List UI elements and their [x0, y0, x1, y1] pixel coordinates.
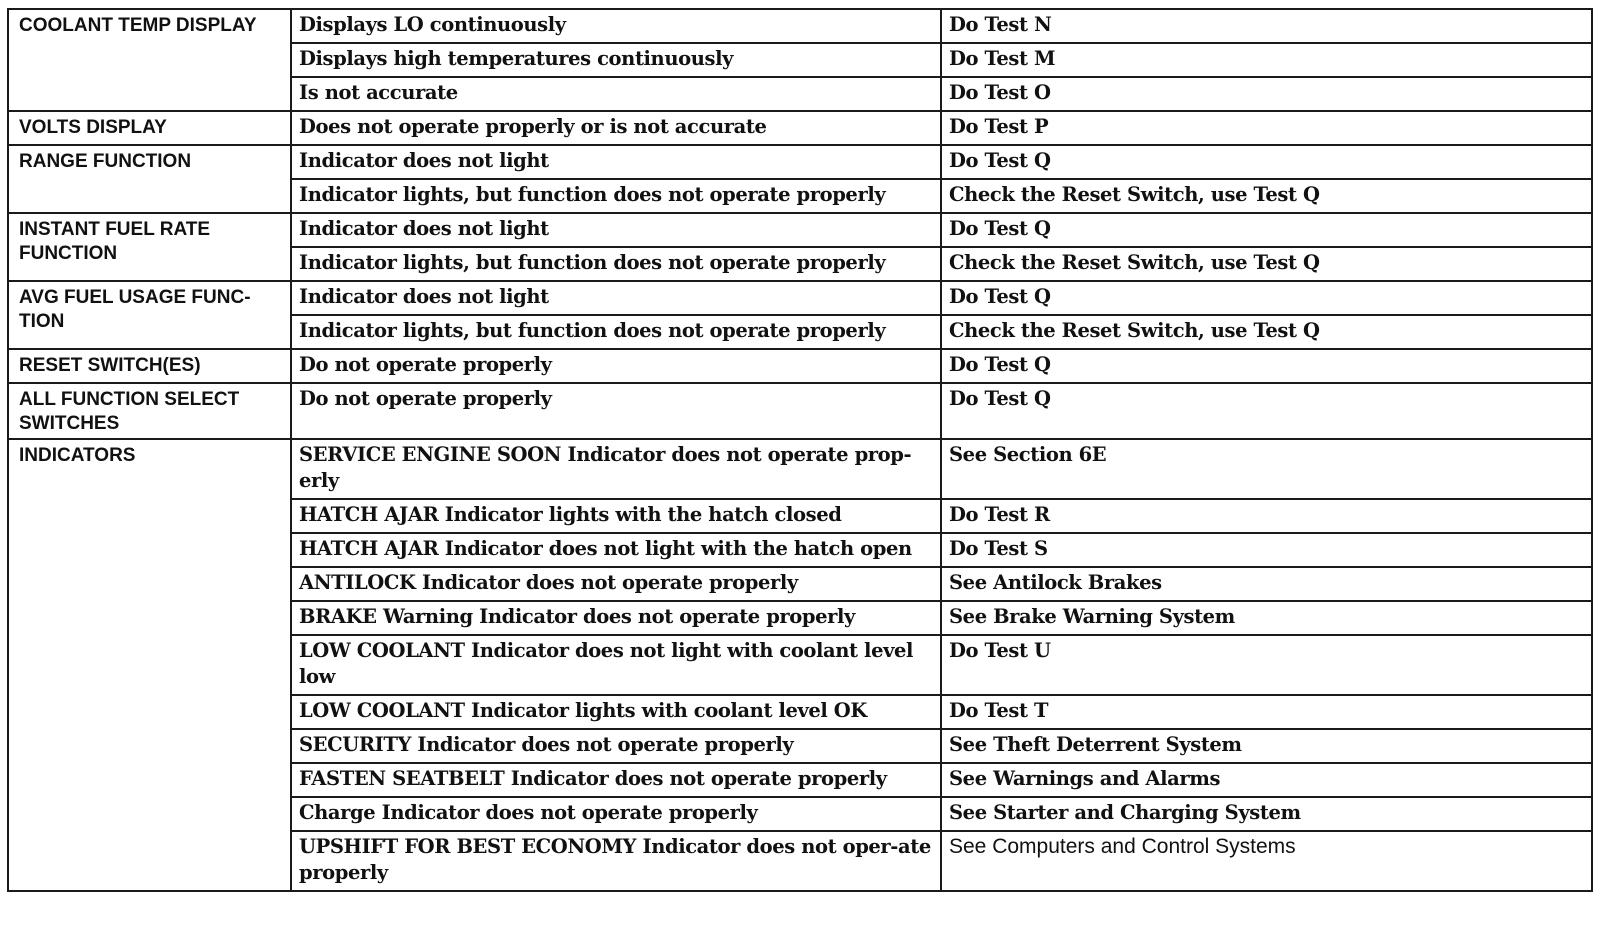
- action-cell: Do Test Q: [941, 349, 1592, 383]
- condition-cell: Charge Indicator does not operate properly: [291, 797, 941, 831]
- table-row: [8, 439, 1592, 499]
- condition-cell: FASTEN SEATBELT Indicator does not operate properly: [291, 763, 941, 797]
- system-cell: INDICATORS: [8, 439, 291, 891]
- condition-cell: Indicator does not light: [291, 213, 941, 247]
- action-cell: Do Test M: [941, 43, 1592, 77]
- system-cell: COOLANT TEMP DISPLAY: [8, 9, 291, 111]
- condition-cell: Do not operate properly: [291, 383, 941, 439]
- action-cell: Check the Reset Switch, use Test Q: [941, 179, 1592, 213]
- action-cell: Do Test Q: [941, 383, 1592, 439]
- condition-cell: HATCH AJAR Indicator lights with the hatch closed: [291, 499, 941, 533]
- condition-cell: SECURITY Indicator does not operate properly: [291, 729, 941, 763]
- action-cell: See Antilock Brakes: [941, 567, 1592, 601]
- action-cell: See Brake Warning System: [941, 601, 1592, 635]
- system-cell: INSTANT FUEL RATE FUNCTION: [8, 213, 291, 281]
- table-row: [8, 9, 1592, 43]
- action-cell: See Section 6E: [941, 439, 1592, 499]
- condition-cell: Displays LO continuously: [291, 9, 941, 43]
- system-cell: AVG FUEL USAGE FUNC-TION: [8, 281, 291, 349]
- table-row: [8, 213, 1592, 247]
- action-cell: Do Test O: [941, 77, 1592, 111]
- table-row: [8, 349, 1592, 383]
- action-cell: Check the Reset Switch, use Test Q: [941, 315, 1592, 349]
- system-cell: VOLTS DISPLAY: [8, 111, 291, 145]
- action-cell: Do Test Q: [941, 145, 1592, 179]
- action-cell: Do Test Q: [941, 213, 1592, 247]
- system-cell: RANGE FUNCTION: [8, 145, 291, 213]
- condition-cell: Displays high temperatures continuously: [291, 43, 941, 77]
- table-row: [8, 145, 1592, 179]
- action-cell: See Theft Deterrent System: [941, 729, 1592, 763]
- condition-cell: Indicator lights, but function does not operate properly: [291, 247, 941, 281]
- action-cell: See Starter and Charging System: [941, 797, 1592, 831]
- condition-cell: Does not operate properly or is not accurate: [291, 111, 941, 145]
- condition-cell: ANTILOCK Indicator does not operate properly: [291, 567, 941, 601]
- action-cell: Do Test T: [941, 695, 1592, 729]
- diagnostic-table: [7, 8, 1593, 892]
- action-cell: Do Test R: [941, 499, 1592, 533]
- action-cell: Do Test Q: [941, 281, 1592, 315]
- action-cell: See Warnings and Alarms: [941, 763, 1592, 797]
- action-cell: See Computers and Control Systems: [941, 831, 1592, 891]
- condition-cell: UPSHIFT FOR BEST ECONOMY Indicator does not oper-ate properly: [291, 831, 941, 891]
- condition-cell: Indicator lights, but function does not operate properly: [291, 315, 941, 349]
- condition-cell: LOW COOLANT Indicator does not light with coolant level low: [291, 635, 941, 695]
- system-cell: ALL FUNCTION SELECT SWITCHES: [8, 383, 291, 439]
- condition-cell: Indicator does not light: [291, 281, 941, 315]
- condition-cell: SERVICE ENGINE SOON Indicator does not operate prop-erly: [291, 439, 941, 499]
- action-cell: Check the Reset Switch, use Test Q: [941, 247, 1592, 281]
- condition-cell: HATCH AJAR Indicator does not light with the hatch open: [291, 533, 941, 567]
- action-cell: Do Test P: [941, 111, 1592, 145]
- action-cell: Do Test S: [941, 533, 1592, 567]
- condition-cell: Is not accurate: [291, 77, 941, 111]
- action-cell: Do Test U: [941, 635, 1592, 695]
- table-row: [8, 281, 1592, 315]
- action-cell: Do Test N: [941, 9, 1592, 43]
- table-row: [8, 383, 1592, 439]
- condition-cell: Do not operate properly: [291, 349, 941, 383]
- condition-cell: BRAKE Warning Indicator does not operate properly: [291, 601, 941, 635]
- condition-cell: Indicator lights, but function does not operate properly: [291, 179, 941, 213]
- system-cell: RESET SWITCH(ES): [8, 349, 291, 383]
- table-row: [8, 111, 1592, 145]
- condition-cell: Indicator does not light: [291, 145, 941, 179]
- condition-cell: LOW COOLANT Indicator lights with coolant level OK: [291, 695, 941, 729]
